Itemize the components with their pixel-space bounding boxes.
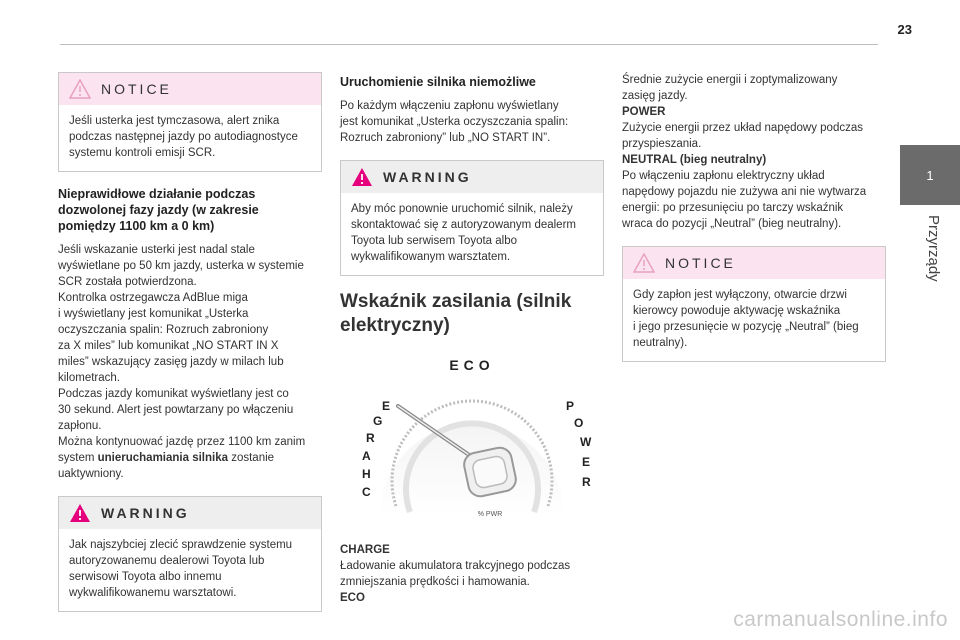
malfunction-paragraph [58, 242, 322, 482]
warning-header [59, 497, 321, 529]
gauge-label-power [566, 399, 592, 489]
warning-triangle-icon [69, 503, 91, 523]
notice-body [59, 105, 321, 171]
top-rule [60, 44, 878, 45]
warning-line: Jak najszybciej zlecić sprawdzenie systemu [69, 539, 293, 551]
chapter-tab[interactable]: 1 [900, 145, 960, 205]
heading-line: Nieprawidłowe działanie podczas [58, 187, 256, 201]
para-line: jest komunikat „Usterka oczyszczania spalin: [340, 116, 569, 128]
warning-header [341, 161, 603, 193]
charge-description [340, 542, 604, 606]
para-line: uaktywniony. [58, 468, 124, 480]
svg-text:A: A [362, 449, 371, 463]
warning-box [58, 496, 322, 612]
svg-text:O: O [574, 416, 584, 430]
para-line: Średnie zużycie energii i zoptymalizowany [622, 74, 838, 86]
page-number: 23 [897, 22, 912, 37]
para-line: napędowy pojazdu nie zużywa ani nie wytwarza [622, 186, 867, 198]
notice-line: i jego przesunięcie w pozycję „Neutral” (bieg [633, 321, 859, 333]
para-line: Po włączeniu zapłonu elektryczny układ [622, 170, 825, 182]
notice-body [623, 279, 885, 361]
warning-line: Toyota lub serwisem Toyota albo [351, 235, 517, 247]
warning-line: serwisowi Toyota albo innemu [69, 571, 222, 583]
svg-text:E: E [382, 399, 391, 413]
term-neutral: NEUTRAL (bieg neutralny) [622, 154, 767, 166]
warning-triangle-icon [633, 253, 655, 273]
notice-line: neutralny). [633, 337, 688, 349]
para-line: kilometrach. [58, 372, 120, 384]
warning-title: WARNING [101, 505, 190, 521]
para-line: Rozruch zabroniony” lub „NO START IN”. [340, 132, 551, 144]
section-heading-no-start: Uruchomienie silnika niemożliwe [340, 75, 536, 89]
svg-text:G: G [373, 414, 383, 428]
para-line: wraca do pozycji „Neutral” (bieg neutralny). [622, 218, 842, 230]
para-line: SCR została potwierdzona. [58, 276, 197, 288]
notice-header [623, 247, 885, 279]
para-line: 30 sekund. Alert jest powtarzany po włączeniu [58, 404, 294, 416]
para-line: miles” wskazujący zasięg jazdy w milach lub [58, 356, 284, 368]
svg-text:H: H [362, 467, 371, 481]
warning-triangle-icon [351, 167, 373, 187]
para-line: Podczas jazdy komunikat wyświetlany jest co [58, 388, 289, 400]
text-run: zostanie [228, 452, 275, 464]
gauge-unit-pwr: % PWR [477, 511, 503, 518]
para-line: zapłonu. [58, 420, 102, 432]
notice-title: NOTICE [665, 255, 736, 271]
heading-line: pomiędzy 1100 km a 0 km) [58, 219, 215, 233]
warning-body [59, 529, 321, 611]
notice-line: Jeśli usterka jest tymczasowa, alert znika [69, 115, 280, 127]
notice-line: Gdy zapłon jest wyłączony, otwarcie drzwi [633, 289, 847, 301]
text-run: system [58, 452, 98, 464]
notice-line: podczas następnej jazdy po autodiagnostyce [69, 131, 298, 143]
para-line: Zużycie energii przez układ napędowy podczas [622, 122, 863, 134]
para-line: Kontrolka ostrzegawcza AdBlue miga [58, 292, 248, 304]
term-power: POWER [622, 106, 666, 118]
column-left [58, 72, 322, 626]
section-heading-malfunction [58, 186, 322, 234]
para-line: za X miles” lub komunikat „NO START IN X [58, 340, 279, 352]
gauge-label-eco: ECO [449, 357, 495, 373]
para-line: Jeśli wskazanie usterki jest nadal stale [58, 244, 255, 256]
section-heading-power-meter [340, 290, 604, 338]
warning-line: autoryzowanemu dealerowi Toyota lub [69, 555, 265, 567]
warning-line: Aby móc ponownie uruchomić silnik, należy [351, 203, 573, 215]
svg-text:W: W [580, 435, 592, 449]
notice-box [622, 246, 886, 362]
warning-line: wykwalifikowanemu warsztatowi. [69, 587, 237, 599]
warning-box [340, 160, 604, 276]
para-line: zmniejszania prędkości i hamowania. [340, 576, 530, 588]
notice-line: systemu kontroli emisji SCR. [69, 147, 216, 159]
power-meter-gauge-illustration [340, 346, 604, 536]
no-start-paragraph [340, 98, 604, 146]
heading-line: elektryczny) [340, 315, 450, 336]
para-line: zasięg jazdy. [622, 90, 688, 102]
para-line: energii: po przesunięciu po tarczy wskaźnik [622, 202, 844, 214]
para-line: Ładowanie akumulatora trakcyjnego podczas [340, 560, 571, 572]
meter-modes-description [622, 72, 886, 232]
heading-line: dozwolonej fazy jazdy (w zakresie [58, 203, 259, 217]
svg-text:C: C [362, 485, 371, 499]
watermark: carmanualsonline.info [733, 608, 948, 631]
notice-title: NOTICE [101, 81, 172, 97]
para-line: i wyświetlany jest komunikat „Usterka [58, 308, 249, 320]
warning-triangle-icon [69, 79, 91, 99]
svg-text:R: R [582, 475, 591, 489]
heading-line: Wskaźnik zasilania (silnik [340, 291, 572, 312]
notice-header [59, 73, 321, 105]
para-line-mixed [58, 450, 322, 466]
warning-body [341, 193, 603, 275]
warning-line: wykwalifikowanym warsztatem. [351, 251, 511, 263]
bold-term: unieruchamiania silnika [97, 452, 229, 464]
para-line: Po każdym włączeniu zapłonu wyświetlany [340, 100, 559, 112]
column-right [622, 72, 886, 376]
para-line: przyspieszania. [622, 138, 702, 150]
svg-text:R: R [366, 431, 375, 445]
para-line: Można kontynuować jazdę przez 1100 km zanim [58, 436, 306, 448]
warning-line: skontaktować się z autoryzowanym dealerm [351, 219, 576, 231]
term-charge: CHARGE [340, 544, 390, 556]
para-line: oczyszczania spalin: Rozruch zabroniony [58, 324, 269, 336]
para-line: wyświetlane po 50 km jazdy, usterka w systemie [58, 260, 304, 272]
column-middle [340, 72, 604, 620]
warning-title: WARNING [383, 169, 472, 185]
svg-text:P: P [566, 399, 575, 413]
notice-box [58, 72, 322, 172]
term-eco: ECO [340, 592, 365, 604]
chapter-label: Przyrządy [925, 215, 942, 282]
notice-line: kierowcy powoduje aktywację wskaźnika [633, 305, 841, 317]
svg-text:E: E [582, 455, 591, 469]
